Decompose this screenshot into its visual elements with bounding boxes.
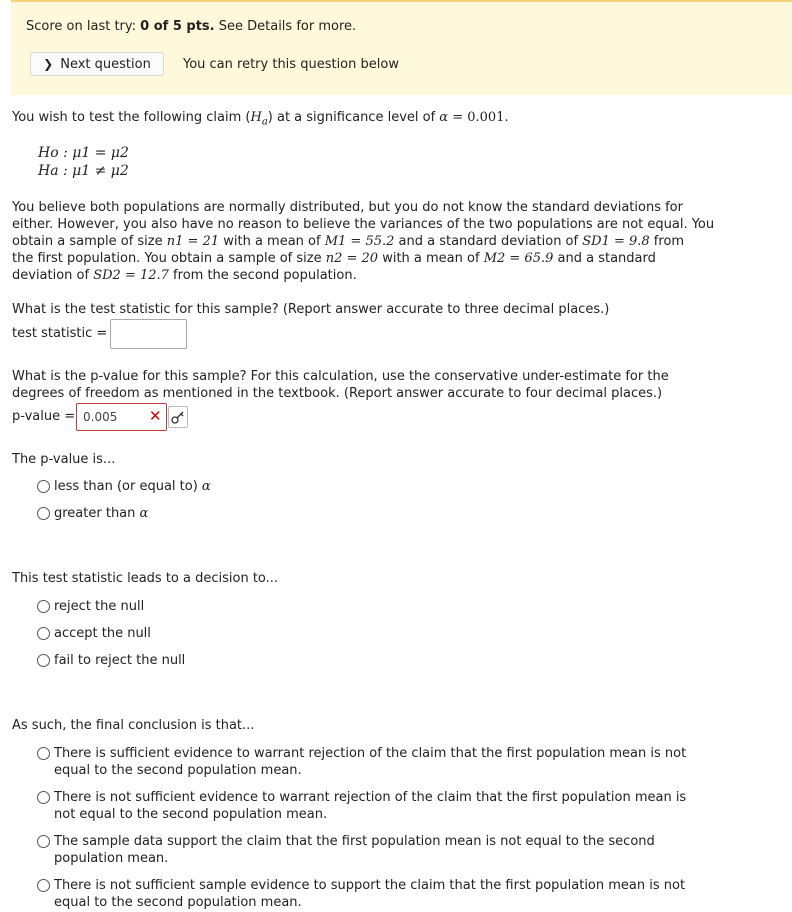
radio-option-greater-than[interactable]: greater than α: [37, 505, 148, 522]
radio-option-conclusion-1[interactable]: There is sufficient evidence to warrant rejection of the claim that the first population mean is not equal to the second population mean.: [37, 745, 717, 779]
radio-button[interactable]: [37, 654, 50, 667]
radio-option-accept-null[interactable]: accept the null: [37, 625, 151, 642]
problem-statement: You believe both populations are normally distributed, but you do not know the standard deviations for either. However, you also have no reason to believe the variances of the two populations are not equal. You obtain a sample of size n1 = 21 with a mean of M1 = 55.2 and a standard deviation of SD1 = 9.8 from the first population. You obtain a sample of size n2 = 20 with a mean of M2 = 65.9 and a standard deviation of SD2 = 12.7 from the second population.: [12, 200, 715, 283]
p-value-prompt: What is the p-value for this sample? For this calculation, use the conservative under-estimate for the degrees of freedom as mentioned in the textbook. (Report answer accurate to four decimal places.): [12, 369, 669, 401]
conclusion-prompt: As such, the final conclusion is that...: [12, 718, 255, 733]
next-question-button[interactable]: [30, 52, 164, 76]
null-hypothesis: Ho : μ1 = μ2: [38, 145, 129, 161]
radio-button[interactable]: [37, 507, 50, 520]
test-statistic-input[interactable]: [110, 319, 187, 349]
score-text: Score on last try: 0 of 5 pts. See Details for more.: [26, 19, 357, 34]
radio-option-conclusion-4[interactable]: There is not sufficient sample evidence to support the claim that the first population mean is not equal to the second population mean.: [37, 877, 717, 911]
score-value: 0 of 5 pts.: [140, 19, 215, 34]
p-value-comparison-prompt: The p-value is...: [12, 452, 116, 467]
radio-option-conclusion-2[interactable]: There is not sufficient evidence to warrant rejection of the claim that the first population mean is not equal to the second population mean.: [37, 789, 717, 823]
radio-option-less-than[interactable]: less than (or equal to) α: [37, 478, 211, 495]
p-value-label: p-value =: [12, 409, 76, 424]
radio-button[interactable]: [37, 835, 50, 848]
decision-prompt: This test statistic leads to a decision to...: [12, 571, 279, 586]
radio-button[interactable]: [37, 627, 50, 640]
radio-button[interactable]: [37, 879, 50, 892]
score-banner: [11, 0, 792, 95]
radio-button[interactable]: [37, 480, 50, 493]
radio-button[interactable]: [37, 791, 50, 804]
radio-option-reject-null[interactable]: reject the null: [37, 598, 144, 615]
radio-option-fail-to-reject[interactable]: fail to reject the null: [37, 652, 185, 669]
radio-option-conclusion-3[interactable]: The sample data support the claim that the first population mean is not equal to the second population mean.: [37, 833, 717, 867]
radio-button[interactable]: [37, 747, 50, 760]
alternative-hypothesis: Ha : μ1 ≠ μ2: [38, 163, 129, 179]
next-question-label: Next question: [60, 56, 151, 72]
key-icon[interactable]: [168, 406, 188, 428]
claim-sentence: You wish to test the following claim $(H_a)$ at a significance level of α = 0.001.: [12, 110, 509, 128]
radio-button[interactable]: [37, 600, 50, 613]
incorrect-icon: ✕: [149, 407, 162, 425]
chevron-right-icon: ❯: [43, 57, 54, 71]
test-statistic-label: test statistic =: [12, 326, 108, 341]
test-statistic-prompt: What is the test statistic for this sample? (Report answer accurate to three decimal places.): [12, 302, 610, 317]
retry-text: You can retry this question below: [183, 57, 399, 72]
